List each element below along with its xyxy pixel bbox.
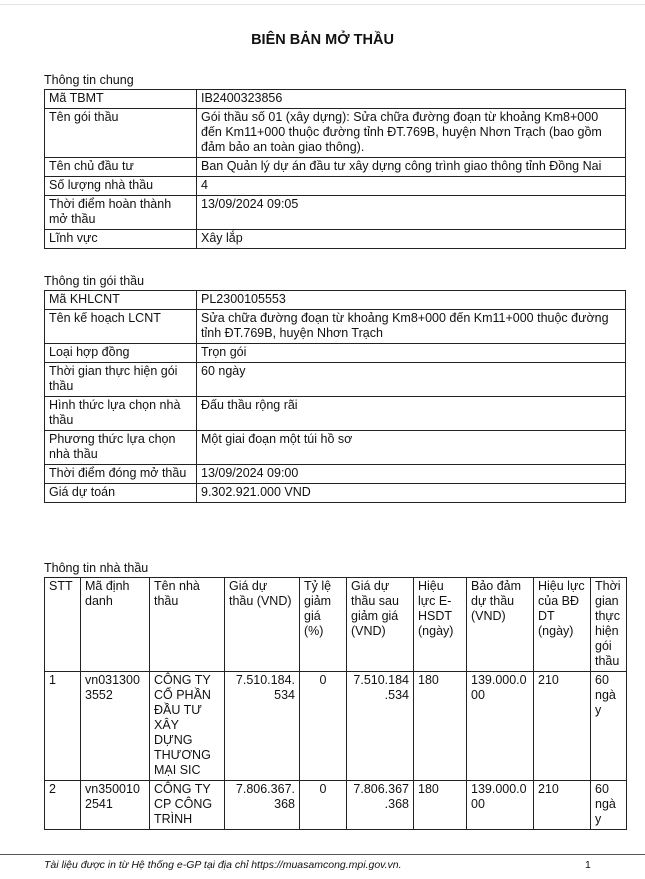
cell-bid-price: 7.806.367.368 xyxy=(225,781,300,830)
general-info-row xyxy=(45,230,626,249)
section-bidders-heading: Thông tin nhà thầu xyxy=(44,561,149,575)
package-info-label: Loại hợp đồng xyxy=(45,344,197,363)
general-info-label: Số lượng nhà thầu xyxy=(45,177,197,196)
general-info-label: Tên chủ đầu tư xyxy=(45,158,197,177)
cell-bidder-name: CÔNG TY CP CÔNG TRÌNH xyxy=(150,781,225,830)
package-info-row xyxy=(45,397,626,431)
cell-bidder-name: CÔNG TY CỔ PHẦN ĐẦU TƯ XÂY DỰNG THƯƠNG MẠI SIC xyxy=(150,672,225,781)
package-info-value: 13/09/2024 09:00 xyxy=(197,465,626,484)
cell-security-validity: 210 xyxy=(534,672,591,781)
column-header-bid-security: Bảo đảm dự thầu (VND) xyxy=(467,578,534,672)
package-info-label: Hình thức lựa chọn nhà thầu xyxy=(45,397,197,431)
column-header-discount-rate: Tỷ lệ giảm giá (%) xyxy=(300,578,347,672)
general-info-value: 13/09/2024 09:05 xyxy=(197,196,626,230)
package-info-value: 60 ngày xyxy=(197,363,626,397)
cell-duration: 60 ngày xyxy=(591,781,627,830)
column-header-bid-price: Giá dự thầu (VND) xyxy=(225,578,300,672)
bidders-table xyxy=(44,577,627,830)
page-number: 1 xyxy=(585,859,591,871)
general-info-value: Xây lắp xyxy=(197,230,626,249)
package-info-row xyxy=(45,310,626,344)
section-general-heading: Thông tin chung xyxy=(44,73,134,87)
package-info-row xyxy=(45,484,626,503)
package-info-row xyxy=(45,465,626,484)
general-info-label: Thời điểm hoàn thành mở thầu xyxy=(45,196,197,230)
general-info-row xyxy=(45,109,626,158)
package-info-label: Mã KHLCNT xyxy=(45,291,197,310)
cell-discount-rate: 0 xyxy=(300,781,347,830)
general-info-label: Lĩnh vực xyxy=(45,230,197,249)
section-package-heading: Thông tin gói thầu xyxy=(44,274,145,288)
column-header-stt: STT xyxy=(45,578,81,672)
footer-divider xyxy=(0,854,645,855)
footer-source-note: Tài liệu được in từ Hệ thống e-GP tại địa chỉ https://muasamcong.mpi.gov.vn. xyxy=(44,859,402,871)
cell-price-after-discount: 7.806.367.368 xyxy=(347,781,414,830)
general-info-row xyxy=(45,196,626,230)
general-info-table xyxy=(44,89,626,249)
package-info-value: Một giai đoạn một túi hồ sơ xyxy=(197,431,626,465)
document-title: BIÊN BẢN MỞ THẦU xyxy=(251,32,394,48)
general-info-value: IB2400323856 xyxy=(197,90,626,109)
column-header-bidder-name: Tên nhà thầu xyxy=(150,578,225,672)
bidder-row xyxy=(45,672,627,781)
general-info-row xyxy=(45,90,626,109)
package-info-row xyxy=(45,344,626,363)
cell-identifier: vn3500102541 xyxy=(81,781,150,830)
package-info-value: PL2300105553 xyxy=(197,291,626,310)
cell-bid-price: 7.510.184.534 xyxy=(225,672,300,781)
cell-bid-security: 139.000.000 xyxy=(467,781,534,830)
cell-bid-security: 139.000.000 xyxy=(467,672,534,781)
package-info-value: 9.302.921.000 VND xyxy=(197,484,626,503)
package-info-label: Tên kế hoạch LCNT xyxy=(45,310,197,344)
page-top-edge xyxy=(0,0,645,5)
cell-hsdt-validity: 180 xyxy=(414,672,467,781)
column-header-price-after-discount: Giá dự thầu sau giảm giá (VND) xyxy=(347,578,414,672)
bidder-row xyxy=(45,781,627,830)
package-info-value: Sửa chữa đường đoạn từ khoảng Km8+000 đến Km11+000 thuộc đường tỉnh ĐT.769B, huyện Nhơn Trạch xyxy=(197,310,626,344)
cell-hsdt-validity: 180 xyxy=(414,781,467,830)
column-header-security-validity: Hiệu lực của BĐ DT (ngày) xyxy=(534,578,591,672)
cell-identifier: vn0313003552 xyxy=(81,672,150,781)
cell-stt: 1 xyxy=(45,672,81,781)
general-info-row xyxy=(45,158,626,177)
general-info-label: Tên gói thầu xyxy=(45,109,197,158)
package-info-label: Giá dự toán xyxy=(45,484,197,503)
package-info-row xyxy=(45,291,626,310)
package-info-row xyxy=(45,431,626,465)
package-info-row xyxy=(45,363,626,397)
cell-security-validity: 210 xyxy=(534,781,591,830)
column-header-identifier: Mã định danh xyxy=(81,578,150,672)
column-header-hsdt-validity: Hiệu lực E-HSDT (ngày) xyxy=(414,578,467,672)
general-info-value: 4 xyxy=(197,177,626,196)
package-info-value: Trọn gói xyxy=(197,344,626,363)
package-info-value: Đấu thầu rộng rãi xyxy=(197,397,626,431)
column-header-duration: Thời gian thực hiện gói thầu xyxy=(591,578,627,672)
general-info-value: Ban Quản lý dự án đầu tư xây dựng công trình giao thông tỉnh Đồng Nai xyxy=(197,158,626,177)
package-info-label: Thời gian thực hiện gói thầu xyxy=(45,363,197,397)
general-info-label: Mã TBMT xyxy=(45,90,197,109)
general-info-row xyxy=(45,177,626,196)
package-info-label: Thời điểm đóng mở thầu xyxy=(45,465,197,484)
cell-discount-rate: 0 xyxy=(300,672,347,781)
cell-stt: 2 xyxy=(45,781,81,830)
general-info-value: Gói thầu số 01 (xây dựng): Sửa chữa đường đoạn từ khoảng Km8+000 đến Km11+000 thuộc đường tỉnh ĐT.769B, huyện Nhơn Trạch (bao gồm đảm bảo an toàn giao thông). xyxy=(197,109,626,158)
cell-duration: 60 ngày xyxy=(591,672,627,781)
package-info-label: Phương thức lựa chọn nhà thầu xyxy=(45,431,197,465)
cell-price-after-discount: 7.510.184.534 xyxy=(347,672,414,781)
package-info-table xyxy=(44,290,626,503)
